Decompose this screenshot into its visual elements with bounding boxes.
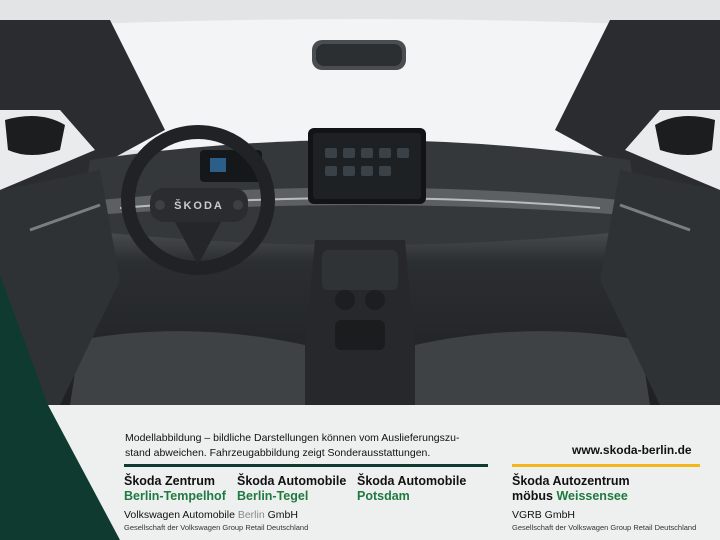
dealer-name: Škoda Zentrum (124, 474, 215, 488)
company-vgrb: VGRB GmbH (512, 509, 576, 521)
website-link[interactable]: www.skoda-berlin.de (572, 443, 692, 457)
dealer-location: Berlin-Tegel (237, 489, 309, 503)
company-subline-left: Gesellschaft der Volkswagen Group Retail Deutschland (124, 523, 309, 532)
steering-wheel-logo: ŠKODA (174, 200, 224, 212)
green-divider (124, 464, 488, 467)
dealer-name: Škoda Automobile (237, 474, 347, 488)
dealer-weissensee (512, 474, 630, 504)
yellow-divider (512, 464, 700, 467)
right-side-mirror (655, 116, 715, 155)
disclaimer-line-1: Modellabbildung – bildliche Darstellungen können vom Auslieferungszu- (125, 432, 460, 444)
company-vw-automobile-berlin: Volkswagen Automobile Berlin GmbH (124, 509, 298, 521)
brand-green-wedge (0, 0, 120, 540)
dealer-potsdam (357, 474, 466, 504)
dealer-location: Berlin-Tempelhof (124, 489, 226, 503)
passenger-seat (415, 331, 650, 405)
dealer-berlin-tegel (237, 474, 346, 504)
dealer-name: Škoda Autozentrum (512, 474, 630, 488)
disclaimer-line-2: stand abweichen. Fahrzeugabbildung zeigt Sonderausstattungen. (125, 446, 431, 459)
dealer-location: möbus Weissensee (512, 489, 628, 503)
company-subline-right: Gesellschaft der Volkswagen Group Retail Deutschland (512, 523, 697, 532)
dealer-location: Potsdam (357, 489, 410, 503)
dealer-name: Škoda Automobile (357, 474, 467, 488)
disclaimer-text (125, 431, 485, 460)
dealer-berlin-tempelhof (124, 474, 226, 504)
